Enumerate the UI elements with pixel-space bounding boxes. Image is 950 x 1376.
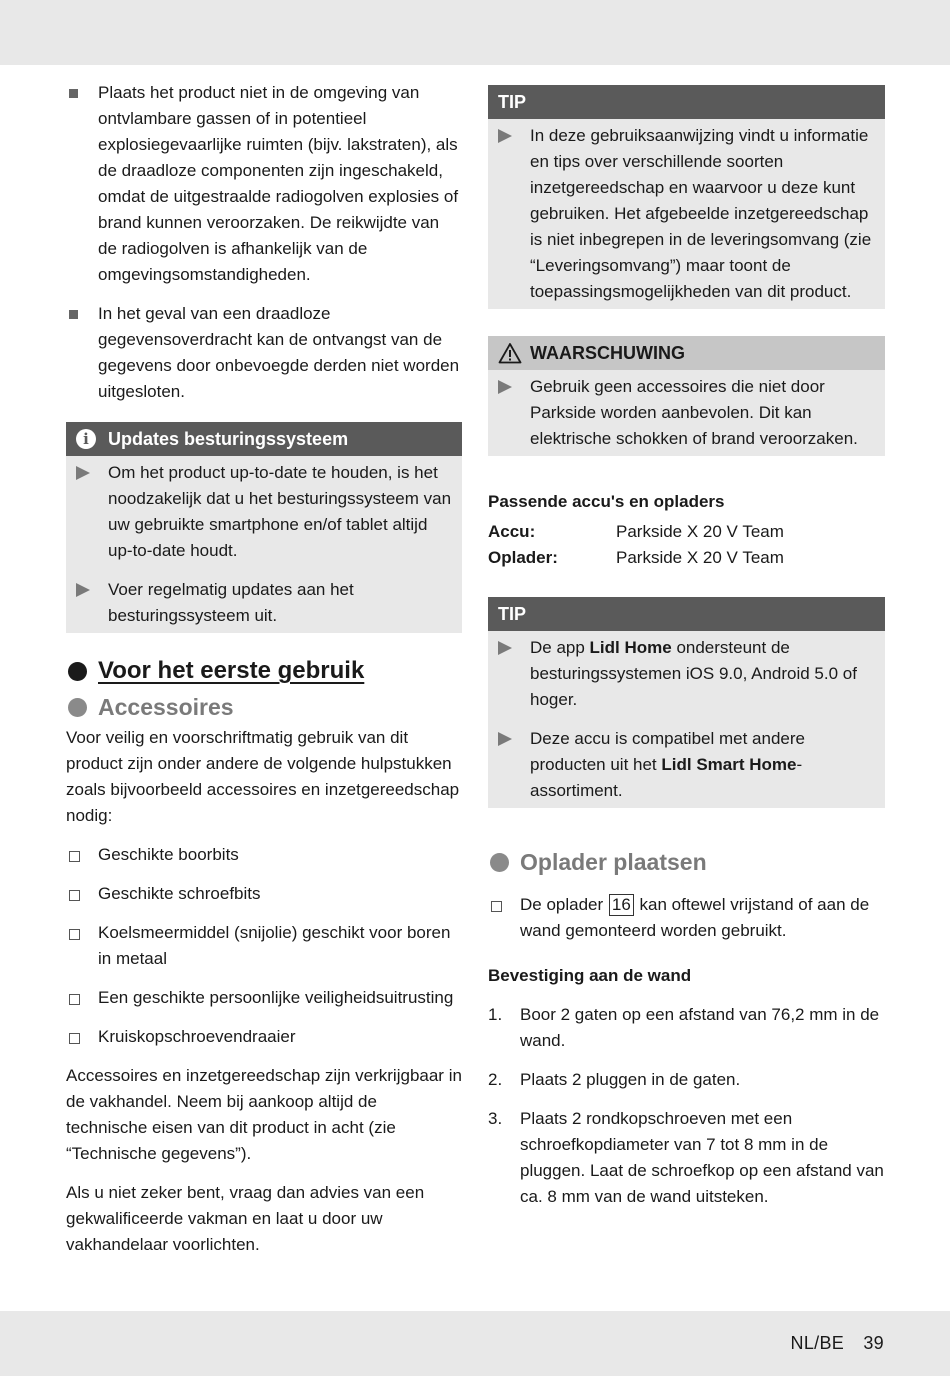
step-text: Plaats 2 rondkopschroeven met een schroefkopdiameter van 7 tot 8 mm in de pluggen. Laat de schroefkop op een afstand van ca. 8 mm van de wand uitsteken.	[520, 1109, 884, 1206]
wall-heading: Bevestiging aan de wand	[488, 966, 692, 985]
checklist-text: Kruiskopschroevendraaier	[98, 1027, 296, 1046]
warning-icon	[498, 342, 522, 364]
info-icon: i	[76, 429, 96, 449]
triangle-bullet-icon	[76, 466, 90, 480]
heading-first-use-text: Voor het eerste gebruik	[98, 657, 365, 684]
accessories-paragraph: Accessoires en inzetgereedschap zijn verkrijgbaar in de vakhandel. Neem bij aankoop altijd de technische eisen van dit product in acht (zie “Technische gegevens”).	[66, 1066, 462, 1163]
list-item	[498, 123, 875, 305]
checklist-text: Een geschikte persoonlijke veiligheidsuitrusting	[98, 988, 454, 1007]
step-number: 1.	[488, 1005, 503, 1024]
triangle-bullet-icon	[498, 129, 512, 143]
list-item	[498, 374, 875, 452]
tip-panel-body	[488, 119, 885, 309]
right-column	[488, 85, 885, 1210]
warning-panel	[488, 336, 885, 456]
tip-text: -assortiment.	[530, 755, 803, 800]
bullet-text: In het geval van een draadloze gegevensoverdracht kan de ontvangst van de gegevens door onbevoegde derden niet worden uitgesloten.	[98, 304, 460, 401]
list-item	[76, 460, 452, 564]
charger-text: De oplader	[520, 895, 608, 914]
tip-text: De app	[530, 638, 590, 657]
step-number: 2.	[488, 1070, 503, 1089]
triangle-bullet-icon	[76, 583, 90, 597]
app-name: Lidl Home	[589, 638, 672, 657]
checkbox-icon	[491, 901, 502, 912]
checkbox-icon	[69, 890, 80, 901]
battery-value: Parkside X 20 V Team	[616, 522, 784, 541]
tip-panel-1	[488, 85, 885, 309]
info-panel-title: Updates besturingssysteem	[108, 429, 349, 449]
bullet-text: Plaats het product niet in de omgeving van ontvlambare gassen of in potentieel explosiegevaarlijke ruimten (bijv. lakstraten), als de draadloze componenten zijn ingeschakeld, omdat de uitgestraalde radiogolven explosies of brand kunnen veroorzaken. De reikwijdte van de radiogolven is afhankelijk van de omgevingsomstandigheden.	[98, 83, 459, 284]
info-panel-body	[66, 456, 462, 633]
checklist-text: Koelsmeermiddel (snijolie) geschikt voor boren in metaal	[98, 923, 451, 968]
heading-accessories-text: Accessoires	[98, 694, 234, 720]
step-text: Boor 2 gaten op een afstand van 76,2 mm in de wand.	[520, 1005, 880, 1050]
advice-paragraph: Als u niet zeker bent, vraag dan advies van een gekwalificeerde vakman en laat u door uw vakhandelaar voorlichten.	[66, 1183, 425, 1254]
warning-item-text: Gebruik geen accessoires die niet door Parkside worden aanbevolen. Dit kan elektrische schokken of brand veroorzaken.	[530, 377, 858, 448]
checklist-text: Geschikte boorbits	[98, 845, 239, 864]
info-item-text: Voer regelmatig updates aan het besturingssysteem uit.	[108, 580, 354, 625]
battery-key: Accu:	[488, 522, 536, 541]
accessories-intro: Voor veilig en voorschriftmatig gebruik van dit product zijn onder andere de volgende hulpstukken zoals bijvoorbeeld accessoires en inzetgereedschap nodig:	[66, 728, 460, 825]
info-panel	[66, 422, 462, 633]
list-item	[498, 726, 875, 804]
list-item	[66, 881, 462, 907]
tip-title: TIP	[498, 604, 527, 624]
heading-charger	[488, 846, 885, 878]
safety-bullets	[66, 80, 462, 405]
tip-text: Deze accu is compatibel met andere producten uit het	[530, 729, 805, 774]
page-number: 39	[863, 1333, 884, 1353]
battery-row	[488, 519, 885, 545]
footer-language: NL/BE	[790, 1333, 845, 1353]
wall-steps	[488, 1002, 885, 1210]
square-bullet-icon	[69, 310, 78, 319]
checkbox-icon	[69, 994, 80, 1005]
list-item	[498, 635, 875, 713]
step-number: 3.	[488, 1109, 503, 1128]
part-reference: 16	[609, 894, 634, 916]
list-item	[66, 985, 462, 1011]
charger-key: Oplader:	[488, 548, 558, 567]
tip-panel-header	[488, 597, 885, 631]
square-bullet-icon	[69, 89, 78, 98]
tip-text: ondersteunt de besturingssystemen iOS 9.0, Android 5.0 of hoger.	[530, 638, 857, 709]
list-item	[76, 577, 452, 629]
list-item	[66, 842, 462, 868]
heading-accessories	[66, 691, 462, 723]
info-panel-header	[66, 422, 462, 456]
list-item	[488, 1002, 885, 1054]
list-item	[66, 1024, 462, 1050]
tip-title: TIP	[498, 92, 527, 112]
triangle-bullet-icon	[498, 732, 512, 746]
list-item	[488, 892, 885, 944]
triangle-bullet-icon	[498, 380, 512, 394]
left-column	[66, 80, 462, 1258]
battery-heading: Passende accu's en opladers	[488, 492, 725, 511]
tip-panel-header	[488, 85, 885, 119]
header-band	[0, 0, 950, 65]
heading-charger-text: Oplader plaatsen	[520, 849, 707, 875]
warning-title: WAARSCHUWING	[530, 343, 685, 363]
bullet-dot-icon	[68, 698, 87, 717]
charger-value: Parkside X 20 V Team	[616, 548, 784, 567]
checkbox-icon	[69, 929, 80, 940]
bullet-dot-icon	[490, 853, 509, 872]
checklist-text: Geschikte schroefbits	[98, 884, 261, 903]
warning-panel-header	[488, 336, 885, 370]
info-item-text: Om het product up-to-date te houden, is het noodzakelijk dat u het besturingssysteem van uw gebruikte smartphone en/of tablet altijd up-to-date houdt.	[108, 463, 452, 560]
tip-panel-2	[488, 597, 885, 808]
list-item	[66, 80, 462, 288]
page-footer	[791, 1330, 884, 1356]
list-item	[488, 1106, 885, 1210]
charger-text: kan oftewel vrijstand of aan de wand gemonteerd worden gebruikt.	[520, 895, 870, 940]
brand-name: Lidl Smart Home	[661, 755, 797, 774]
charger-list	[488, 892, 885, 944]
heading-first-use	[66, 655, 462, 687]
step-text: Plaats 2 pluggen in de gaten.	[520, 1070, 741, 1089]
warning-panel-body	[488, 370, 885, 456]
list-item	[66, 301, 462, 405]
triangle-bullet-icon	[498, 641, 512, 655]
tip-panel-body	[488, 631, 885, 808]
charger-row	[488, 545, 885, 571]
list-item	[66, 920, 462, 972]
tip-item-text: In deze gebruiksaanwijzing vindt u informatie en tips over verschillende soorten inzetgereedschap en waarvoor u deze kunt gebruiken. Het afgebeelde inzetgereedschap is niet inbegrepen in de leveringsomvang (zie “Leveringsomvang”) maar toont de toepassingsmogelijkheden van dit product.	[530, 126, 872, 301]
bullet-dot-icon	[68, 662, 87, 681]
checkbox-icon	[69, 1033, 80, 1044]
accessories-checklist	[66, 842, 462, 1050]
checkbox-icon	[69, 851, 80, 862]
list-item	[488, 1067, 885, 1093]
